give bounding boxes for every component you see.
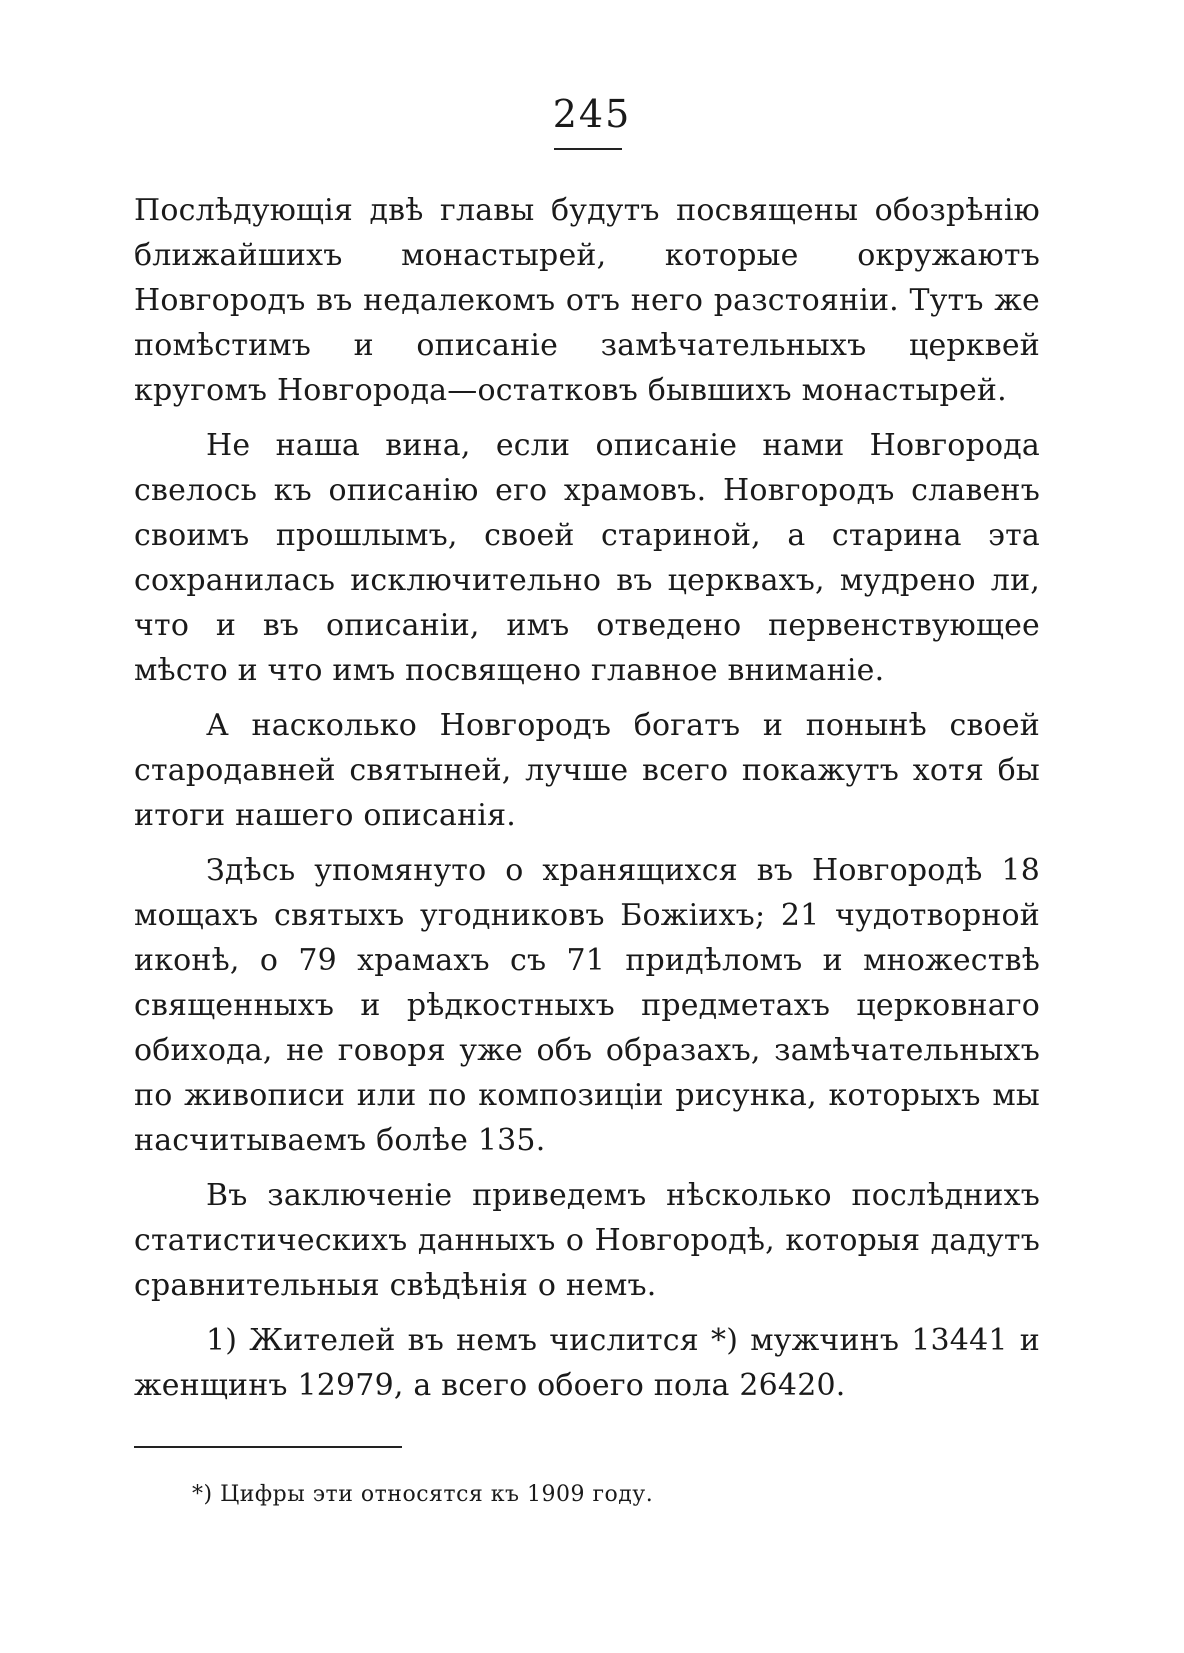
paragraph-monasteries-intro: Послѣдующія двѣ главы будутъ посвящены обозрѣнію ближайшихъ монастырей, которые окружаютъ Новгородъ въ недалекомъ отъ него разстояніи. Тутъ же помѣстимъ и описаніе замѣчательныхъ церквей кругомъ Новгорода—остатковъ бывшихъ монастырей.	[134, 193, 1040, 408]
paragraph-relics-count: Здѣсь упомянуто о хранящихся въ Новгородѣ 18 мощахъ святыхъ угодниковъ Божіихъ; 21 чудотворной иконѣ, о 79 храмахъ съ 71 придѣломъ и множествѣ священныхъ и рѣдкостныхъ предметахъ церковнаго обихода, не говоря уже объ образахъ, замѣчательныхъ по живописи или по композиціи рисунка, которыхъ мы насчитываемъ болѣе 135.	[134, 853, 1040, 1158]
page-number-underline	[554, 148, 622, 150]
body-text	[134, 188, 1040, 1418]
paragraph-shrines-summary: А насколько Новгородъ богатъ и понынѣ своей стародавней святыней, лучше всего покажутъ хотя бы итоги нашего описанія.	[134, 708, 1040, 833]
paragraph-population: 1) Жителей въ немъ числится *) мужчинъ 13441 и женщинъ 12979, а всего обоего пола 26420.	[134, 1323, 1040, 1403]
page-number: 245	[552, 92, 632, 136]
footnote: *) Цифры эти относятся къ 1909 году.	[192, 1482, 654, 1507]
paragraph-statistics-intro: Въ заключеніе приведемъ нѣсколько послѣднихъ статистическихъ данныхъ о Новгородѣ, которыя дадутъ сравнительныя свѣдѣнія о немъ.	[134, 1178, 1040, 1303]
paragraph-churches-description: Не наша вина, если описаніе нами Новгорода свелось къ описанію его храмовъ. Новгородъ славенъ своимъ прошлымъ, своей стариной, а старина эта сохранилась исключительно въ церквахъ, мудрено ли, что и въ описаніи, имъ отведено первенствующее мѣсто и что имъ посвящено главное вниманіе.	[134, 428, 1040, 688]
footnote-divider	[134, 1446, 402, 1448]
